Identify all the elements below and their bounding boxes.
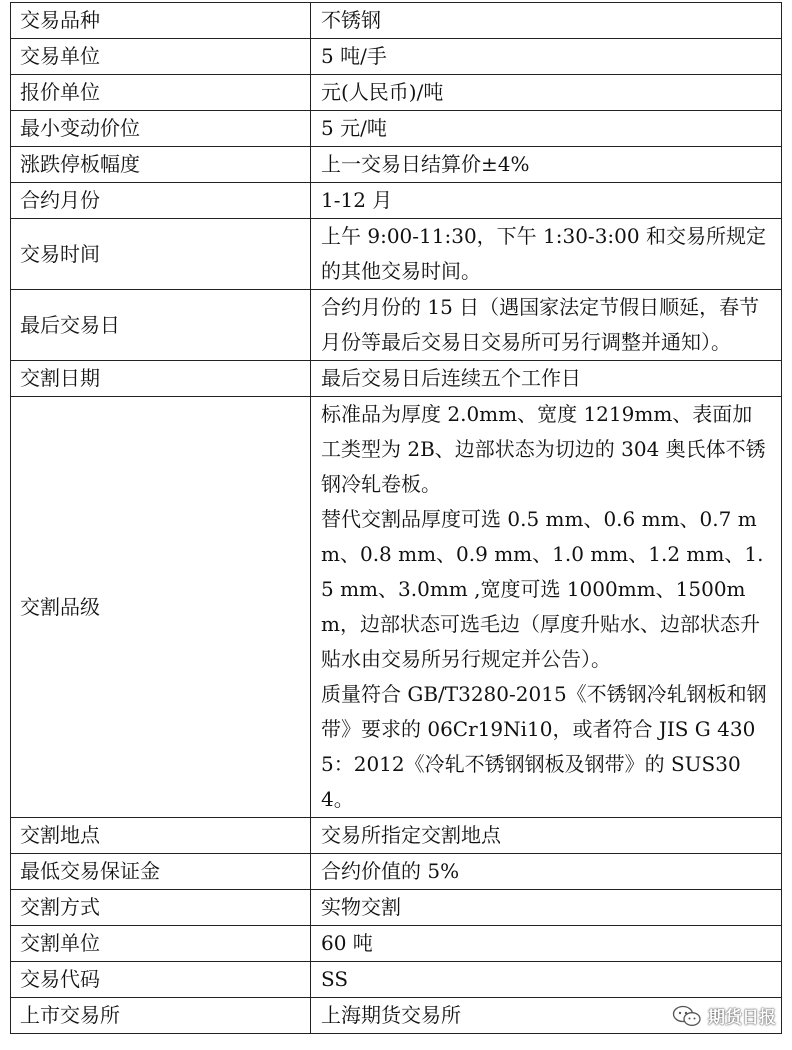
- table-row: [11, 397, 782, 818]
- table-row: [11, 361, 782, 397]
- row-value: 60 吨: [311, 926, 782, 962]
- table-row: [11, 998, 782, 1034]
- row-label: 交割日期: [11, 361, 311, 397]
- table-row: [11, 890, 782, 926]
- table-row: [11, 926, 782, 962]
- row-label: 交割地点: [11, 818, 311, 854]
- row-value: SS: [311, 962, 782, 998]
- table-row: [11, 854, 782, 890]
- table-row: [11, 219, 782, 290]
- row-value: 1-12 月: [311, 183, 782, 219]
- row-label: 交割方式: [11, 890, 311, 926]
- watermark: [672, 1003, 776, 1028]
- watermark-text: 期货日报: [708, 1008, 776, 1028]
- wechat-icon: [672, 1004, 702, 1028]
- row-value: 交易所指定交割地点: [311, 818, 782, 854]
- row-value: 5 元/吨: [311, 111, 782, 147]
- row-label: 交易品种: [11, 3, 311, 39]
- row-label: 交易单位: [11, 39, 311, 75]
- table-row: [11, 75, 782, 111]
- table-row: [11, 818, 782, 854]
- row-label: 最低交易保证金: [11, 854, 311, 890]
- row-value: 上午 9:00-11:30，下午 1:30-3:00 和交易所规定的其他交易时间。: [311, 219, 782, 290]
- paragraph-standard: 标准品为厚度 2.0mm、宽度 1219mm、表面加工类型为 2B、边部状态为切边的 304 奥氏体不锈钢冷轧卷板。: [321, 402, 766, 496]
- row-label: 报价单位: [11, 75, 311, 111]
- row-label: 合约月份: [11, 183, 311, 219]
- row-label: 交割单位: [11, 926, 311, 962]
- row-value: 5 吨/手: [311, 39, 782, 75]
- table-row: [11, 147, 782, 183]
- paragraph-quality: 质量符合 GB/T3280-2015《不锈钢冷轧钢板和钢带》要求的 06Cr19Ni10，或者符合 JIS G 4305：2012《冷轧不锈钢钢板及钢带》的 SUS304。: [321, 682, 767, 811]
- table-row: [11, 39, 782, 75]
- row-label: 涨跌停板幅度: [11, 147, 311, 183]
- row-value: 实物交割: [311, 890, 782, 926]
- table-row: [11, 183, 782, 219]
- row-value: 上海期货交易所: [311, 998, 782, 1034]
- row-value: 元(人民币)/吨: [311, 75, 782, 111]
- row-value: 最后交易日后连续五个工作日: [311, 361, 782, 397]
- row-value: 不锈钢: [311, 3, 782, 39]
- row-label: 最小变动价位: [11, 111, 311, 147]
- row-value-paragraphs: [311, 397, 782, 818]
- contract-spec-table: [10, 2, 782, 1034]
- row-label: 交易代码: [11, 962, 311, 998]
- paragraph-substitute: 替代交割品厚度可选 0.5 mm、0.6 mm、0.7 mm、0.8 mm、0.9 mm、1.0 mm、1.2 mm、1.5 mm、3.0mm ,宽度可选 1000mm、1500mm，边部状态可选毛边（厚度升贴水、边部状态升贴水由交易所另行规定并公告）。: [321, 507, 764, 671]
- table-row: [11, 111, 782, 147]
- row-value: 合约月份的 15 日（遇国家法定节假日顺延，春节月份等最后交易日交易所可另行调整并通知）。: [311, 290, 782, 361]
- row-label: 交割品级: [11, 397, 311, 818]
- table-row: [11, 290, 782, 361]
- table-row: [11, 962, 782, 998]
- row-label: 交易时间: [11, 219, 311, 290]
- row-value: 上一交易日结算价±4%: [311, 147, 782, 183]
- row-label: 最后交易日: [11, 290, 311, 361]
- table-row: [11, 3, 782, 39]
- row-label: 上市交易所: [11, 998, 311, 1034]
- row-value: 合约价值的 5%: [311, 854, 782, 890]
